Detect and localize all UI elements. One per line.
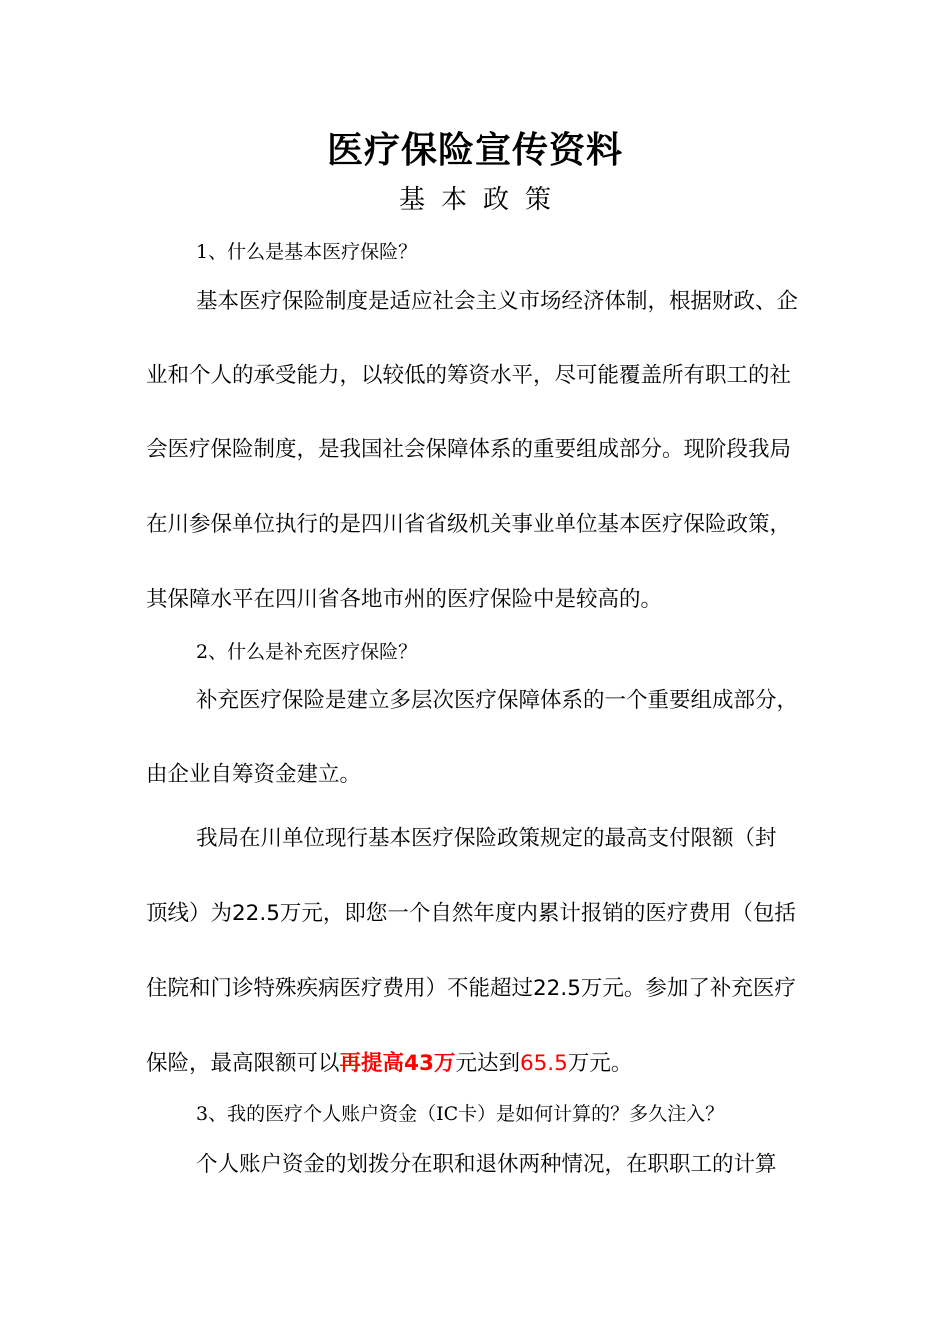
question-2: 2、什么是补充医疗保险？ [196, 641, 418, 663]
text-run: 万元。 [567, 1051, 633, 1076]
paragraph-line: 会医疗保险制度，是我国社会保障体系的重要组成部分。现阶段我局 [146, 437, 792, 462]
paragraph-line: 补充医疗保险是建立多层次医疗保障体系的一个重要组成部分， [196, 688, 799, 713]
paragraph-line-highlight [146, 1046, 812, 1082]
paragraph-line: 基本医疗保险制度是适应社会主义市场经济体制，根据财政、企 [196, 289, 799, 314]
paragraph-line: 由企业自筹资金建立。 [146, 762, 362, 787]
paragraph-line: 在川参保单位执行的是四川省省级机关事业单位基本医疗保险政策， [146, 512, 792, 537]
paragraph-line: 业和个人的承受能力，以较低的筹资水平，尽可能覆盖所有职工的社 [146, 363, 792, 388]
document-title: 医疗保险宣传资料 [326, 129, 623, 171]
paragraph-line: 个人账户资金的划拨分在职和退休两种情况，在职职工的计算 [196, 1152, 777, 1177]
text-run: 元达到 [455, 1051, 520, 1076]
paragraph-line: 顶线）为22.5万元，即您一个自然年度内累计报销的医疗费用（包括 [146, 901, 796, 926]
text-run: 保险，最高限额可以 [146, 1051, 340, 1076]
highlight-text: 再提高43万 [339, 1051, 456, 1076]
paragraph-line: 其保障水平在四川省各地市州的医疗保险中是较高的。 [146, 587, 663, 612]
highlight-number: 65.5 [519, 1051, 568, 1076]
question-3: 3、我的医疗个人账户资金（IC卡）是如何计算的？多久注入？ [196, 1103, 725, 1125]
paragraph-line: 住院和门诊特殊疾病医疗费用）不能超过22.5万元。参加了补充医疗 [146, 976, 796, 1001]
document-subtitle: 基本政策 [398, 185, 567, 215]
question-1: 1、什么是基本医疗保险？ [196, 241, 418, 263]
paragraph-line: 我局在川单位现行基本医疗保险政策规定的最高支付限额（封 [196, 826, 777, 851]
